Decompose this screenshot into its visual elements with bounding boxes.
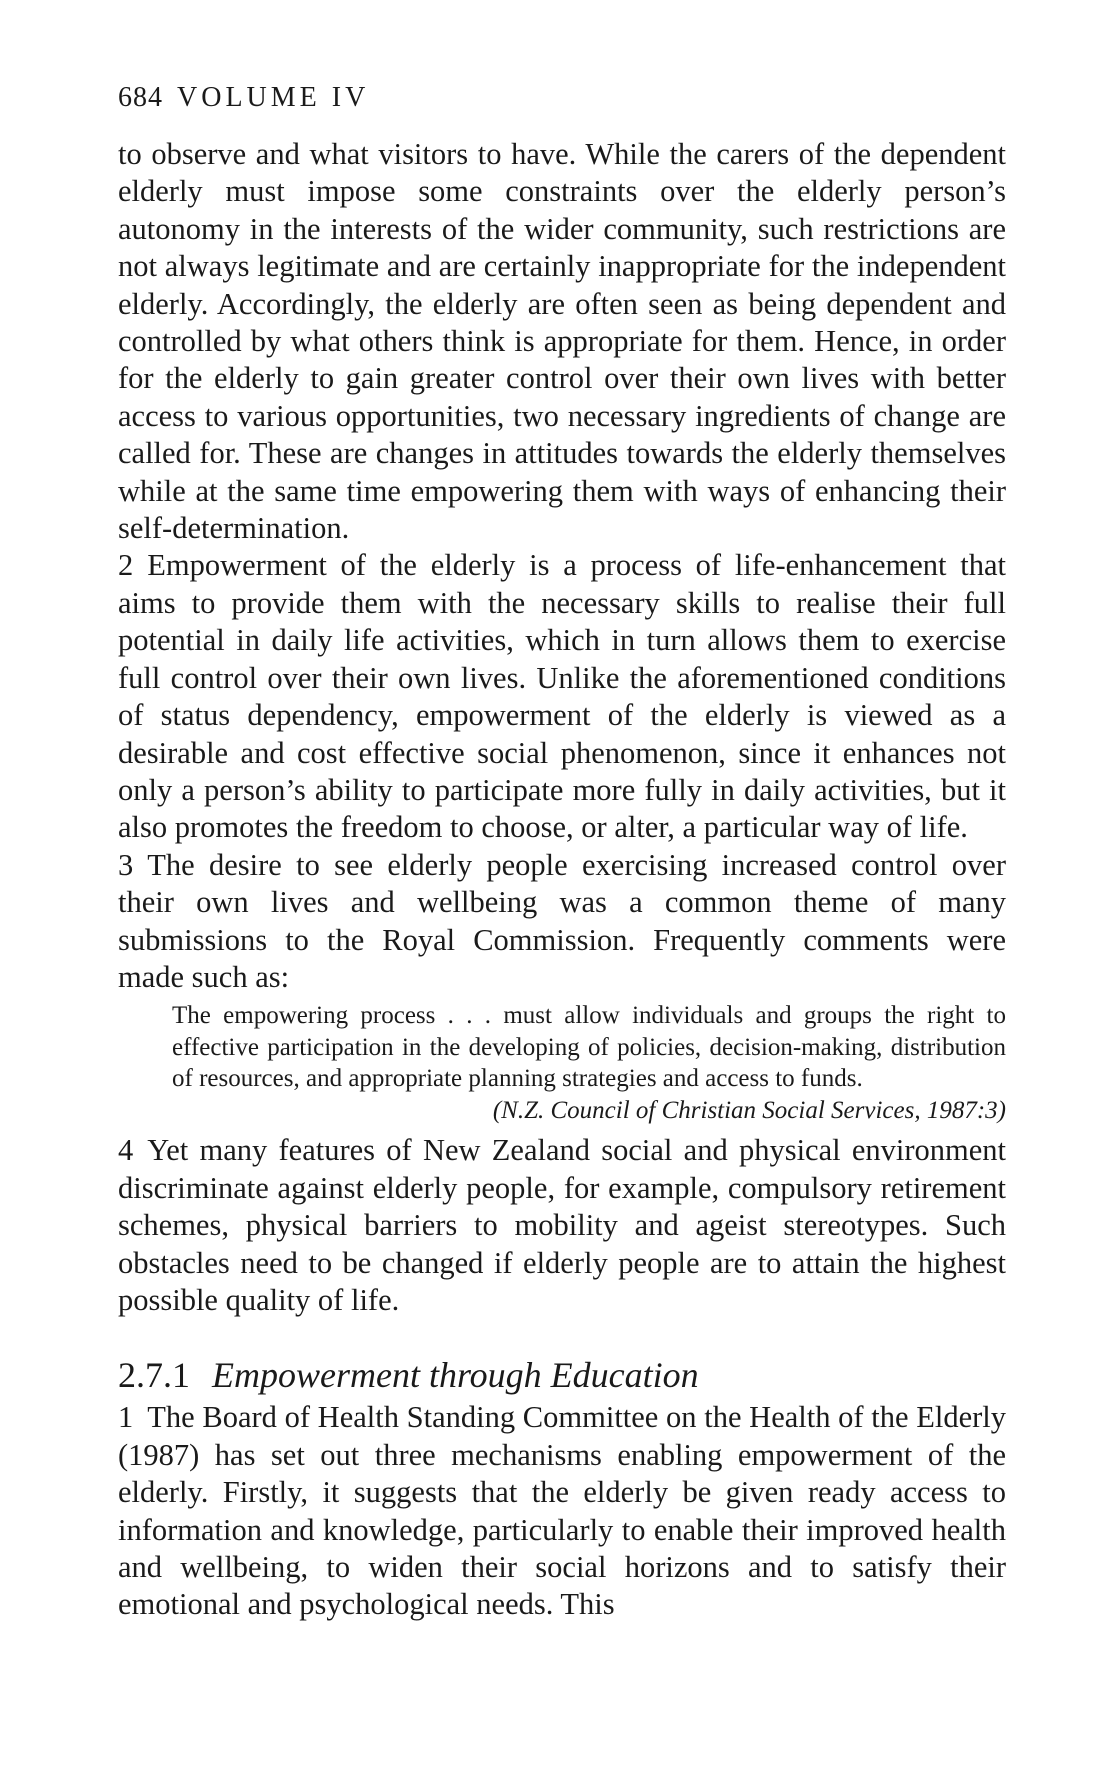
section-title: Empowerment through Education (212, 1355, 699, 1396)
paragraph-2 (118, 547, 1006, 846)
block-quote (172, 1000, 1006, 1126)
paragraph-text: to observe and what visitors to have. While the carers of the dependent elderly must impose some constraints over the elderly person’s autonomy in the interests of the wider community, such restrictions are not always legitimate and are certainly inappropriate for the independent elderly. Accordingly, the elderly are often seen as being dependent and controlled by what others think is appropriate for them. Hence, in order for the elderly to gain greater control over their own lives with better access to various opportunities, two necessary ingredients of change are called for. These are changes in attitudes towards the elderly themselves while at the same time empowering them with ways of enhancing their self-determination. (118, 137, 1006, 546)
document-page (118, 78, 1006, 1624)
paragraph-3 (118, 847, 1006, 997)
quote-citation: (N.Z. Council of Christian Social Services, 1987:3) (492, 1096, 1006, 1124)
running-head (118, 78, 1006, 118)
page-number: 684 (118, 82, 163, 113)
paragraph-continued (118, 136, 1006, 547)
paragraph-text: The desire to see elderly people exercising increased control over their own lives and wellbeing was a common theme of many submissions to the Royal Commission. Frequently comments were made such as: (118, 847, 1006, 994)
paragraph-4 (118, 1132, 1006, 1319)
paragraph-number: 1 (118, 1400, 134, 1435)
quote-text: The empowering process . . . must allow individuals and groups the right to effective participation in the developing of policies, decision-making, distribution of resources, and appropriate planning strategies and access to funds. (172, 1002, 1006, 1093)
paragraph-number: 2 (118, 548, 134, 583)
section-number: 2.7.1 (118, 1355, 190, 1396)
paragraph-text: Empowerment of the elderly is a process of life-enhancement that aims to provide them with the necessary skills to realise their full potential in daily life activities, which in turn allows them to exercise full control over their own lives. Unlike the aforementioned conditions of status dependency, empowerment of the elderly is viewed as a desirable and cost effective social phenomenon, since it enhances not only a person’s ability to participate more fully in daily activities, but it also promotes the freedom to choose, or alter, a particular way of life. (118, 548, 1006, 845)
paragraph-text: The Board of Health Standing Committee on the Health of the Elderly (1987) has set out three mechanisms enabling empowerment of the elderly. Firstly, it suggests that the elderly be given ready access to information and knowledge, particularly to enable their improved health and wellbeing, to widen their social horizons and to satisfy their emotional and psychological needs. This (118, 1400, 1006, 1622)
volume-label: VOLUME IV (177, 82, 370, 113)
section-paragraph-1 (118, 1399, 1006, 1623)
paragraph-number: 4 (118, 1133, 134, 1168)
paragraph-text: Yet many features of New Zealand social and physical environment discriminate against elderly people, for example, compulsory retirement schemes, physical barriers to mobility and ageist stereotypes. Such obstacles need to be changed if elderly people are to attain the highest possible quality of life. (118, 1133, 1006, 1317)
paragraph-number: 3 (118, 847, 134, 882)
section-heading (118, 1353, 1006, 1397)
